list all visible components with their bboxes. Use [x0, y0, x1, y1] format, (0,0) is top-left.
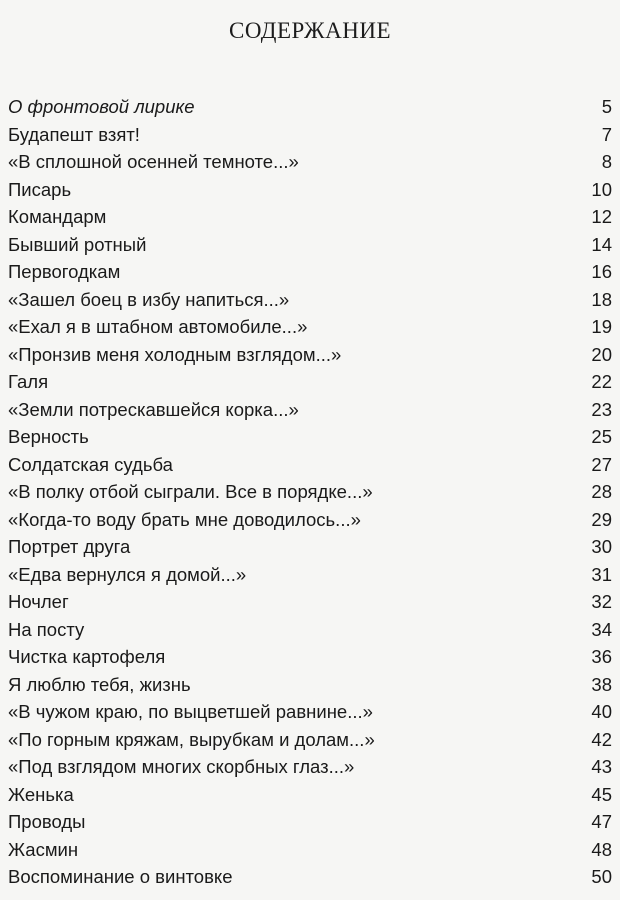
toc-entry — [8, 561, 612, 589]
toc-entry-page-number: 32 — [591, 591, 612, 612]
toc-entry-title: Я люблю тебя, жизнь — [8, 673, 191, 695]
toc-entry-title: Первогодкам — [8, 261, 121, 282]
toc-entry — [8, 313, 612, 341]
toc-entry-title: «Когда-то воду брать мне доводилось...» — [8, 508, 361, 530]
toc-entry-title: Верность — [8, 426, 89, 447]
toc-entry-page-number: 28 — [591, 481, 612, 502]
toc-entry — [8, 93, 612, 121]
toc-entry-page-number: 7 — [601, 123, 612, 145]
toc-entry-page-number: 5 — [601, 96, 612, 117]
toc-entry — [8, 451, 612, 479]
toc-entry-page-number: 18 — [591, 288, 612, 310]
toc-entry-title: Командарм — [8, 206, 107, 227]
page-title: СОДЕРЖАНИЕ — [228, 18, 391, 43]
toc-entry-title: «По горным кряжам, вырубкам и долам...» — [8, 728, 375, 750]
toc-entry — [8, 368, 612, 396]
toc-entry — [8, 533, 612, 561]
toc-entry-title: Бывший ротный — [8, 233, 147, 255]
toc-entry-title: «Земли потрескавшейся корка...» — [8, 398, 299, 420]
toc-entry — [8, 478, 612, 506]
toc-entry — [8, 836, 612, 864]
toc-entry — [8, 231, 612, 259]
toc-entry-title: Ночлег — [8, 591, 69, 612]
toc-entry — [8, 863, 612, 891]
toc-entry — [8, 203, 612, 231]
toc-entry-title: Галя — [8, 371, 49, 392]
toc-entry-title: «Под взглядом многих скорбных глаз...» — [8, 756, 355, 777]
toc-entry-page-number: 43 — [591, 756, 612, 777]
toc-entry-title: «Пронзив меня холодным взглядом...» — [8, 343, 342, 365]
toc-entry-page-number: 34 — [591, 618, 612, 640]
toc-entry-page-number: 8 — [601, 151, 612, 172]
toc-entry — [8, 396, 612, 424]
toc-entry — [8, 423, 612, 451]
toc-entry — [8, 121, 612, 149]
toc-entry-page-number: 22 — [591, 371, 612, 392]
toc-entry-page-number: 27 — [591, 453, 612, 475]
toc-entry — [8, 643, 612, 671]
toc-entry-page-number: 47 — [591, 811, 612, 832]
toc-entry-title: Солдатская судьба — [8, 453, 173, 475]
toc-entry-title: Проводы — [8, 811, 86, 832]
toc-entry-title: Воспоминание о винтовке — [8, 866, 233, 887]
toc-entry-title: «Зашел боец в избу напиться...» — [8, 288, 290, 310]
toc-entry-title: Писарь — [8, 178, 72, 200]
toc-entry-page-number: 40 — [591, 701, 612, 722]
toc-entry-page-number: 36 — [591, 646, 612, 667]
toc-entry — [8, 148, 612, 176]
toc-entry-page-number: 23 — [591, 398, 612, 420]
toc-entry — [8, 286, 612, 314]
toc-entry — [8, 781, 612, 809]
toc-entry-page-number: 10 — [591, 178, 612, 200]
toc-entry-page-number: 19 — [591, 316, 612, 337]
toc-entry-title: «Ехал я в штабном автомобиле...» — [8, 316, 308, 337]
toc-entry-page-number: 31 — [591, 563, 612, 585]
toc-entry-title: Жасмин — [8, 838, 79, 860]
toc-entry-page-number: 12 — [591, 206, 612, 227]
toc-entry — [8, 588, 612, 616]
toc-entry — [8, 616, 612, 644]
toc-entry-title: «Едва вернулся я домой...» — [8, 563, 247, 585]
toc-entry-page-number: 50 — [591, 866, 612, 887]
toc-entry-title: «В сплошной осенней темноте...» — [8, 151, 299, 172]
toc-entry-page-number: 20 — [591, 343, 612, 365]
toc-entry-page-number: 29 — [591, 508, 612, 530]
toc-entry — [8, 726, 612, 754]
toc-entry — [8, 753, 612, 781]
toc-entry-page-number: 16 — [591, 261, 612, 282]
toc-entry-title: Чистка картофеля — [8, 646, 166, 667]
toc-entry — [8, 808, 612, 836]
toc-entry — [8, 341, 612, 369]
toc-entry-page-number: 14 — [591, 233, 612, 255]
toc-entry-title: Женька — [8, 783, 74, 805]
toc-entry-page-number: 38 — [591, 673, 612, 695]
toc-entry — [8, 506, 612, 534]
toc-entry-title: О фронтовой лирике — [8, 96, 195, 117]
toc-entry-page-number: 42 — [591, 728, 612, 750]
toc-entry-page-number: 30 — [591, 536, 612, 557]
toc-entry-page-number: 25 — [591, 426, 612, 447]
toc-entry-page-number: 48 — [591, 838, 612, 860]
toc-entry — [8, 698, 612, 726]
toc-entry-title: Будапешт взят! — [8, 123, 140, 145]
toc-entry-title: «В чужом краю, по выцветшей равнине...» — [8, 701, 373, 722]
toc-entry-title: На посту — [8, 618, 85, 640]
toc-entry — [8, 258, 612, 286]
toc-entry-title: «В полку отбой сыграли. Все в порядке...» — [8, 481, 373, 502]
toc-entry-page-number: 45 — [591, 783, 612, 805]
toc-entry — [8, 671, 612, 699]
table-of-contents — [8, 93, 612, 891]
toc-entry-title: Портрет друга — [8, 536, 131, 557]
toc-entry — [8, 176, 612, 204]
